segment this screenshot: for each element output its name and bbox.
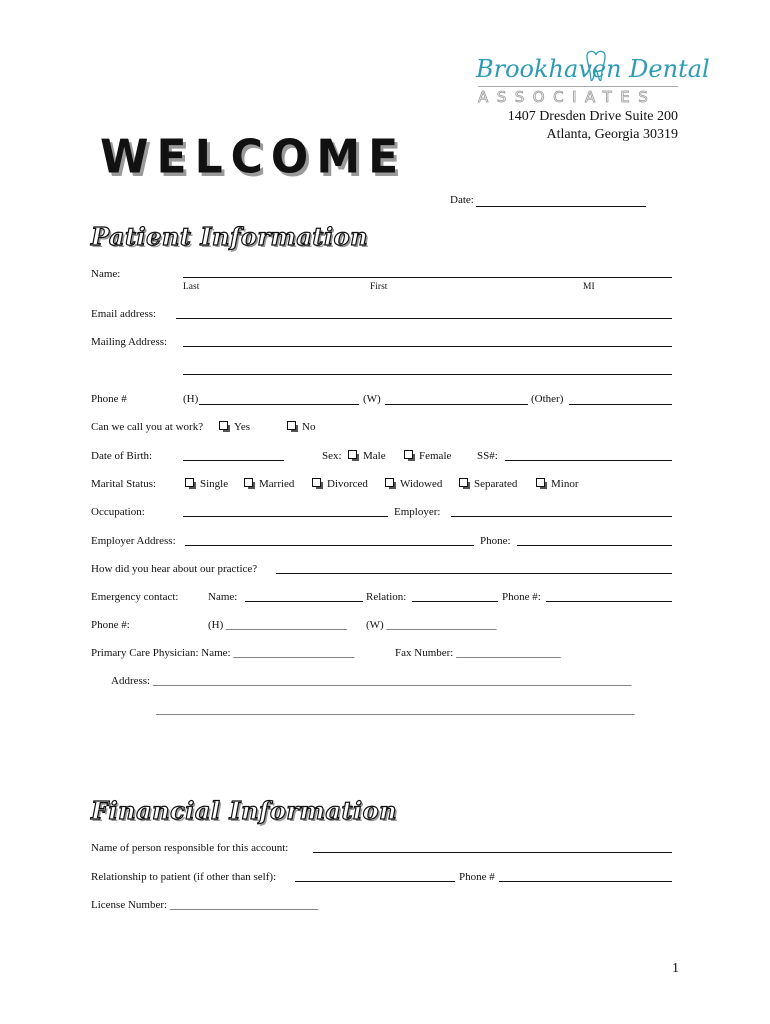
checkbox-icon[interactable]: [459, 478, 468, 487]
name-first-caption: First: [370, 282, 388, 292]
phone-home-label: (H): [183, 393, 199, 405]
checkbox-icon[interactable]: [244, 478, 253, 487]
practice-address-line1: 1407 Dresden Drive Suite 200: [507, 109, 678, 124]
emergency-relation-field[interactable]: [412, 601, 498, 602]
call-at-work-label: Can we call you at work?: [91, 421, 204, 433]
checkbox-icon[interactable]: [287, 421, 296, 430]
ss-field[interactable]: [505, 460, 672, 461]
emergency-phone-label: Phone #:: [502, 591, 541, 603]
emergency-phone-field[interactable]: [546, 601, 672, 602]
checkbox-icon[interactable]: [404, 450, 413, 459]
emergency-relation-label: Relation:: [366, 591, 407, 603]
welcome-heading: WELCOME: [100, 130, 407, 185]
practice-address-line2: Atlanta, Georgia 30319: [546, 127, 678, 142]
phone-label: Phone #: [91, 393, 127, 405]
license-number-line[interactable]: License Number: ___________________________: [91, 899, 319, 911]
checkbox-icon[interactable]: [348, 450, 357, 459]
patient-info-heading: Patient Information: [91, 222, 369, 251]
emergency-phone-row-label: Phone #:: [91, 619, 130, 631]
responsible-person-field[interactable]: [313, 852, 672, 853]
occupation-field[interactable]: [183, 516, 388, 517]
marital-married-option[interactable]: Married: [244, 478, 294, 491]
phone-work-field[interactable]: [385, 404, 528, 405]
call-work-yes-option[interactable]: Yes: [219, 421, 250, 434]
phone-other-field[interactable]: [569, 404, 672, 405]
emergency-phone-work[interactable]: (W) ____________________: [366, 619, 497, 631]
phone-other-label: (Other): [531, 393, 564, 405]
sex-label: Sex:: [322, 450, 342, 462]
checkbox-icon[interactable]: [312, 478, 321, 487]
tooth-icon: [583, 50, 609, 84]
emergency-phone-home[interactable]: (H) ______________________: [208, 619, 348, 631]
emergency-name-field[interactable]: [245, 601, 363, 602]
checkbox-icon[interactable]: [219, 421, 228, 430]
email-field[interactable]: [176, 318, 672, 319]
page-number: 1: [672, 961, 679, 976]
employer-field[interactable]: [451, 516, 672, 517]
financial-info-heading: Financial Information: [91, 796, 398, 825]
logo-rule: [478, 86, 678, 87]
emergency-name-label: Name:: [208, 591, 238, 603]
marital-widowed-option[interactable]: Widowed: [385, 478, 442, 491]
marital-status-label: Marital Status:: [91, 478, 157, 490]
emergency-contact-label: Emergency contact:: [91, 591, 179, 603]
financial-phone-label: Phone #: [459, 871, 495, 883]
name-mi-caption: MI: [583, 282, 595, 292]
logo-associates: ASSOCIATES: [478, 88, 657, 106]
ss-label: SS#:: [477, 450, 498, 462]
checkbox-icon[interactable]: [385, 478, 394, 487]
marital-single-option[interactable]: Single: [185, 478, 228, 491]
date-label: Date:: [450, 194, 474, 206]
referral-source-field[interactable]: [276, 573, 672, 574]
primary-care-physician-line[interactable]: Primary Care Physician: Name: ______________________: [91, 647, 355, 659]
marital-divorced-option[interactable]: Divorced: [312, 478, 368, 491]
checkbox-icon[interactable]: [185, 478, 194, 487]
financial-phone-field[interactable]: [499, 881, 672, 882]
name-field[interactable]: [183, 277, 672, 278]
sex-female-option[interactable]: Female: [404, 450, 451, 463]
pcp-fax-line[interactable]: Fax Number: ___________________: [395, 647, 561, 659]
mailing-address-field[interactable]: [183, 346, 672, 347]
email-label: Email address:: [91, 308, 157, 320]
marital-separated-option[interactable]: Separated: [459, 478, 517, 491]
logo-wordmark: Brookhaven Dental: [476, 55, 710, 83]
dob-label: Date of Birth:: [91, 450, 153, 462]
pcp-address-line-2[interactable]: _______________________________________________________________________________________: [156, 704, 635, 716]
dob-field[interactable]: [183, 460, 284, 461]
pcp-address-line[interactable]: Address: _______________________________________________________________________________________: [111, 675, 632, 687]
name-last-caption: Last: [183, 282, 200, 292]
employer-address-field[interactable]: [185, 545, 474, 546]
relationship-field[interactable]: [295, 881, 455, 882]
call-work-no-option[interactable]: No: [287, 421, 315, 434]
date-field[interactable]: [476, 206, 646, 207]
occupation-label: Occupation:: [91, 506, 145, 518]
checkbox-icon[interactable]: [536, 478, 545, 487]
phone-home-field[interactable]: [199, 404, 359, 405]
name-label: Name:: [91, 268, 121, 280]
responsible-person-label: Name of person responsible for this account:: [91, 842, 289, 854]
mailing-address-label: Mailing Address:: [91, 336, 168, 348]
employer-phone-field[interactable]: [517, 545, 672, 546]
employer-label: Employer:: [394, 506, 441, 518]
marital-minor-option[interactable]: Minor: [536, 478, 579, 491]
employer-phone-label: Phone:: [480, 535, 511, 547]
mailing-address-field-2[interactable]: [183, 374, 672, 375]
referral-source-label: How did you hear about our practice?: [91, 563, 258, 575]
sex-male-option[interactable]: Male: [348, 450, 386, 463]
phone-work-label: (W): [363, 393, 381, 405]
employer-address-label: Employer Address:: [91, 535, 176, 547]
relationship-label: Relationship to patient (if other than self):: [91, 871, 277, 883]
